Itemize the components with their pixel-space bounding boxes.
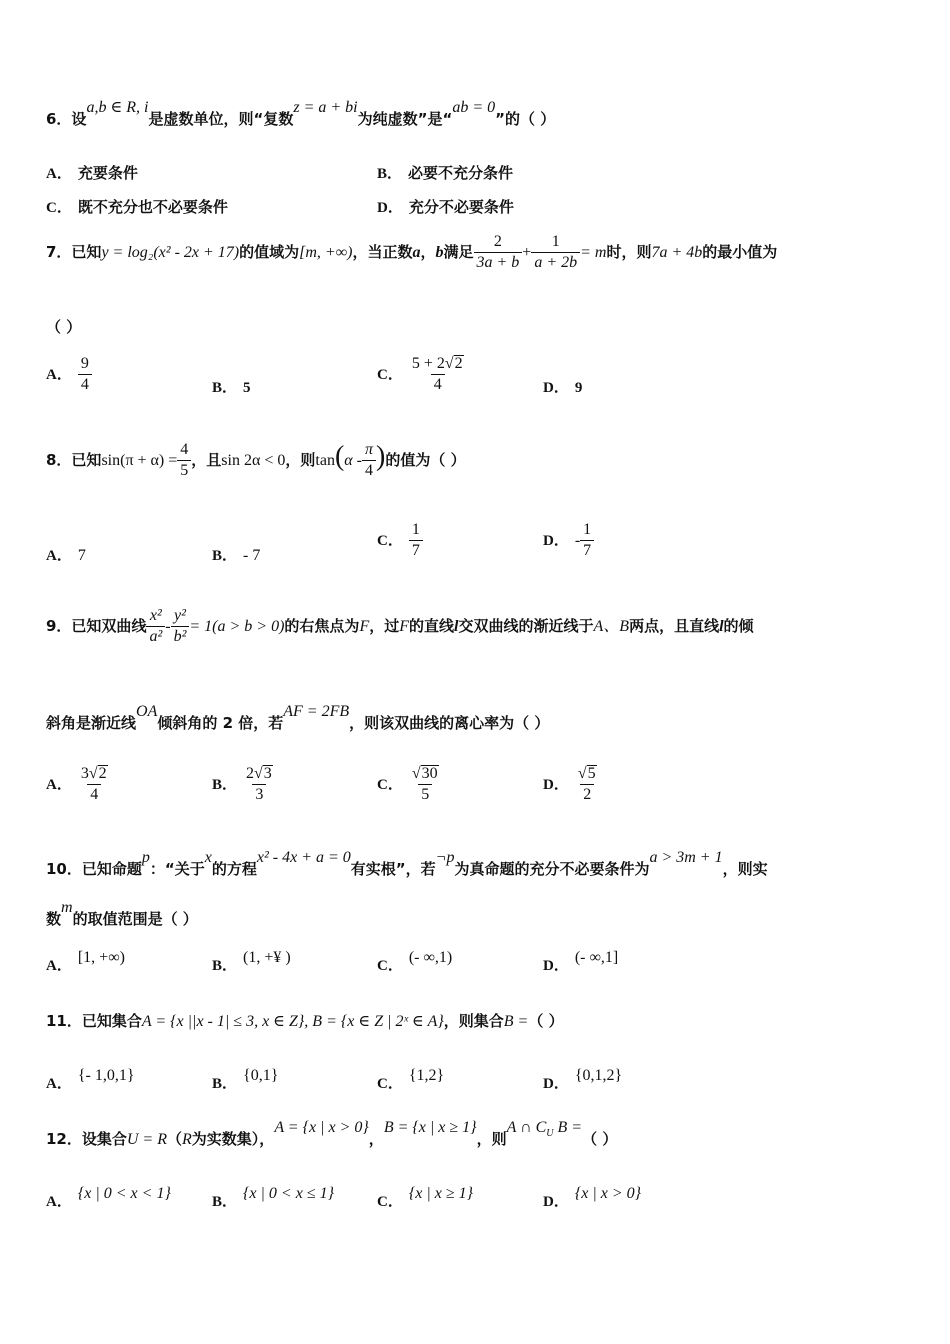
q12-math-U: U = R	[126, 1131, 167, 1148]
q9-text-1: 的右焦点为	[284, 617, 360, 635]
question-6-stem	[46, 99, 556, 129]
q9-fraction-y2-b2: $\frac{\text{y²}}{\text{b²}}$	[171, 606, 190, 647]
q8-option-d[interactable]: D． - $\frac{1}{7}$	[543, 520, 594, 561]
q6-text-3: ”的（ ）	[495, 110, 556, 128]
q7-number: 7．已知	[46, 243, 102, 261]
q9-option-b[interactable]: B． $\frac{2√3}{3}$	[212, 764, 276, 805]
q9-math-AB: A、B	[593, 618, 630, 635]
q9-number: 9．已知双曲线	[46, 617, 147, 635]
q9-option-c[interactable]: C． $\frac{√30}{5}$	[377, 764, 442, 805]
q10-option-a[interactable]: A． [1, +∞)	[46, 949, 125, 974]
q7-var-a: a	[412, 244, 421, 261]
q9-math-F: F	[359, 618, 370, 635]
q9-option-d[interactable]: D． $\frac{√5}{2}$	[543, 764, 600, 805]
q10-option-d[interactable]: D． (- ∞,1]	[543, 949, 619, 974]
q6-option-b[interactable]: B． 必要不充分条件	[377, 164, 514, 182]
q8-fraction-pi-4: $\frac{\pi}{4}$	[362, 440, 376, 481]
q8-fraction-4-5: $\frac{4}{5}$	[177, 440, 191, 481]
question-11-stem: 11．已知集合A = {x ||x - 1| ≤ 3, x ∈ Z}, B = {x ∈ Z | 2ˣ ∈ A}，则集合B =（ ）	[46, 1012, 564, 1030]
q6-text-2: 为纯虚数”是“	[357, 110, 453, 128]
q8-text-1: ，且	[191, 451, 222, 469]
q10-option-b[interactable]: B． (1, +¥ )	[212, 949, 291, 974]
q7-option-a[interactable]: A． $\frac{9}{4}$	[46, 354, 92, 395]
q7-text-2: ，当正数	[352, 243, 413, 261]
q7-math-eq-m: = m	[580, 244, 607, 261]
q9-math-AF2FB: AF = 2FB	[283, 703, 350, 720]
question-10-stem-line-2: 数m的取值范围是（ ）	[46, 899, 198, 928]
q9-option-a-fraction: $\frac{3√2}{4}$	[80, 765, 107, 803]
q12-option-d[interactable]: D． {x | x > 0}	[543, 1185, 642, 1210]
question-12-stem: 12．设集合U = R（R为实数集），A = {x | x > 0}，B = {x | x ≥ 1}，则A ∩ $C_U$ B =（ ）	[46, 1119, 618, 1148]
q7-plus: +	[522, 244, 532, 261]
q8-math-sin: sin(π + α) =	[101, 452, 178, 469]
q12-option-b[interactable]: B． {x | 0 < x ≤ 1}	[212, 1185, 334, 1210]
q7-paren: （ ）	[46, 318, 82, 336]
q6-math-ab0: ab = 0	[452, 99, 496, 116]
q9-math-eq1: = 1(a > b > 0)	[189, 618, 285, 635]
q7-option-a-fraction: $\frac{9}{4}$	[78, 354, 92, 395]
q9-math-OA: OA	[136, 703, 158, 720]
q7-text-4: 满足	[443, 243, 474, 261]
q7-math-range: [m, +∞)	[299, 244, 353, 261]
q7-fraction-2: $\frac{1}{a + 2b}$	[531, 232, 580, 273]
q9-math-l2: l	[719, 618, 724, 635]
q10-math-x: x	[204, 849, 212, 866]
q9-option-d-fraction: $\frac{√5}{2}$	[577, 765, 596, 803]
q9-minus: -	[165, 618, 171, 635]
q7-option-b[interactable]: B． 5	[212, 380, 251, 396]
q8-option-d-fraction: $\frac{1}{7}$	[580, 520, 594, 561]
q10-number: 10．已知命题	[46, 860, 142, 878]
q6-number: 6．设	[46, 110, 87, 128]
q12-number: 12．设集合	[46, 1130, 127, 1148]
q7-var-b: b	[435, 244, 444, 261]
question-7-stem	[46, 232, 777, 273]
q8-text-2: ，则	[285, 451, 316, 469]
q8-option-b[interactable]: B． - 7	[212, 547, 261, 564]
question-8-stem: 8．已知sin(π + α) = $\frac{4}{5}$ ，且sin 2α < 0，则tan(α - $\frac{\pi}{4}$ )的值为（ ）	[46, 441, 466, 479]
q6-option-a[interactable]: A． 充要条件	[46, 164, 138, 182]
q8-math-tan: tan	[315, 452, 335, 469]
q11-math-B: B =	[503, 1013, 529, 1030]
q11-math-sets: A = {x ||x - 1| ≤ 3, x ∈ Z}, B = {x ∈ Z | 2ˣ ∈ A}	[141, 1013, 444, 1030]
q7-math-7a4b: 7a + 4b	[651, 244, 703, 261]
q7-text-1: 的值域为	[239, 243, 300, 261]
q8-option-a[interactable]: A． 7	[46, 547, 86, 564]
q12-option-a[interactable]: A． {x | 0 < x < 1}	[46, 1185, 171, 1210]
q8-option-c-fraction: $\frac{1}{7}$	[409, 520, 423, 561]
q12-option-c[interactable]: C． {x | x ≥ 1}	[377, 1185, 474, 1210]
q8-math-alpha-minus: α -	[344, 452, 362, 469]
q7-option-d[interactable]: D． 9	[543, 380, 583, 396]
q12-math-A: A = {x | x > 0}	[274, 1119, 369, 1136]
q7-option-c-fraction: $\frac{5 + 2√2}{4}$	[411, 355, 463, 393]
q7-text-3: ，	[420, 243, 436, 261]
q6-option-d[interactable]: D． 充分不必要条件	[377, 198, 514, 216]
q9-option-a[interactable]: A． $\frac{3√2}{4}$	[46, 764, 111, 805]
q6-math-z: z = a + bi	[293, 99, 358, 116]
q11-option-b[interactable]: B． {0,1}	[212, 1067, 279, 1092]
q9-math-l: l	[454, 618, 459, 635]
q9-option-b-fraction: $\frac{2√3}{3}$	[246, 765, 272, 803]
q9-text-3: 的直线	[409, 617, 455, 635]
q8-math-sin2a: sin 2α < 0	[221, 452, 286, 469]
q11-option-d[interactable]: D． {0,1,2}	[543, 1067, 623, 1092]
q9-option-c-fraction: $\frac{√30}{5}$	[411, 765, 438, 803]
q11-option-c[interactable]: C． {1,2}	[377, 1067, 445, 1092]
q9-text-6: 的倾	[723, 617, 754, 635]
q9-math-F2: F	[399, 618, 410, 635]
q12-math-R: R	[182, 1131, 192, 1148]
q6-math-ab-in-r: a,b ∈ R, i	[86, 99, 149, 116]
q10-math-m: m	[61, 899, 73, 916]
q8-number: 8．已知	[46, 451, 102, 469]
q7-math-log: y = log₂(x² - 2x + 17)	[101, 244, 240, 261]
question-9-stem-line-2: 斜角是渐近线OA倾斜角的 2 倍，若AF = 2FB，则该双曲线的离心率为（ ）	[46, 703, 550, 732]
q6-text-1: 是虚数单位，则“复数	[148, 110, 294, 128]
question-9-stem	[46, 606, 754, 647]
q7-fraction-1: $\frac{2}{3a + b}$	[474, 232, 523, 273]
q10-option-c[interactable]: C． (- ∞,1)	[377, 949, 453, 974]
q9-text-5: 两点，且直线	[629, 617, 720, 635]
q10-math-condition: a > 3m + 1	[649, 849, 723, 866]
question-10-stem: 10．已知命题p：“关于x的方程x² - 4x + a = 0有实根”，若¬p为真命题的充分不必要条件为a > 3m + 1，则实	[46, 849, 768, 878]
q9-text-4: 交双曲线的渐近线于	[458, 617, 594, 635]
q10-math-p: p	[141, 849, 150, 866]
q7-option-c[interactable]: C． $\frac{5 + 2√2}{4}$	[377, 354, 467, 395]
q12-math-B: B = {x | x ≥ 1}	[383, 1119, 477, 1136]
q11-option-a[interactable]: A． {- 1,0,1}	[46, 1067, 135, 1092]
q8-text-3: 的值为（ ）	[385, 451, 466, 469]
q10-math-not-p: ¬p	[435, 849, 455, 866]
q11-number: 11．已知集合	[46, 1012, 142, 1030]
q9-text-2: ，过	[369, 617, 400, 635]
q9-fraction-x2-a2: $\frac{\text{x²}}{\text{a²}}$	[146, 606, 165, 647]
q6-option-c[interactable]: C． 既不充分也不必要条件	[46, 198, 228, 216]
q7-text-6: 的最小值为	[702, 243, 778, 261]
q8-option-c[interactable]: C． $\frac{1}{7}$	[377, 520, 423, 561]
q12-math-intersection: A ∩ $C_U$ B =	[506, 1119, 583, 1140]
q7-text-5: 时，则	[606, 243, 652, 261]
q10-math-equation: x² - 4x + a = 0	[256, 849, 351, 866]
